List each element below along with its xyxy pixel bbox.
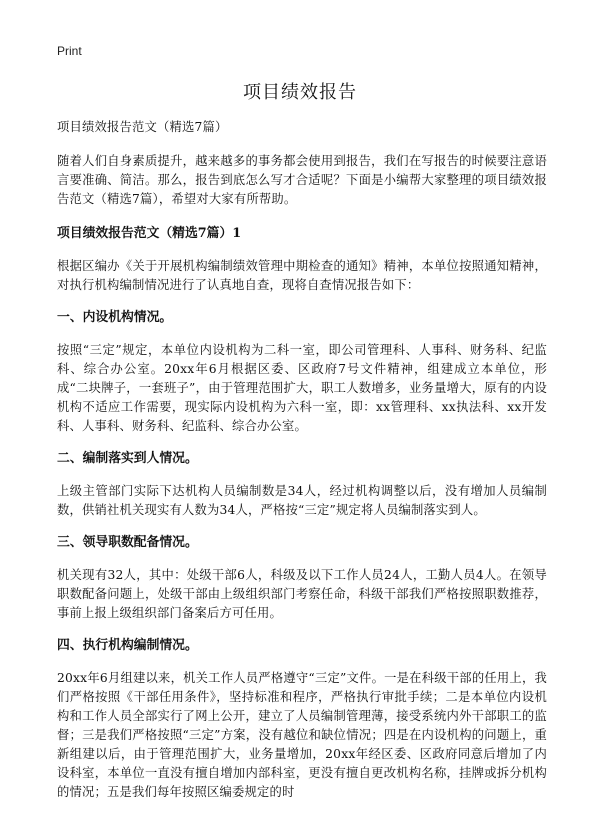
- heading-execution: 四、执行机构编制情况。: [57, 638, 198, 653]
- print-link[interactable]: Print: [57, 44, 82, 58]
- section-title: 项目绩效报告范文（精选7篇）1: [57, 226, 242, 241]
- heading-leadership-positions: 三、领导职数配备情况。: [57, 535, 198, 550]
- paragraph-1: 根据区编办《关于开展机构编制绩效管理中期检查的通知》精神，本单位按照通知精神，对执行机构编制情况进行了认真地自查，现将自查情况报告如下：: [57, 259, 547, 292]
- paragraph-5: 20xx年6月组建以来，机关工作人员严格遵守“三定”文件。一是在科级干部的任用上，我们严格按照《干部任用条件》，坚持标准和程序，严格执行审批手续；二是本单位内设机构和工作人员全部实行了网上公开，建立了人员编制管理薄，接受系统内外干部职工的监督；三是我们严格按照“三定”方案，没有越位和缺位情况；四是在内设机构的问题上，重新组建以后，由于管理范围扩大，业务量增加，20xx年经区委、区政府同意后增加了内设科室，本单位一直没有擅自增加内部科室，更没有擅自更改机构名称，挂牌或拆分机构的情况；五是我们每年按照区编委规定的时: [57, 671, 547, 799]
- paragraph-4: 机关现有32人，其中：处级干部6人，科级及以下工作人员24人，工勤人员4人。在领导职数配备问题上，处级干部由上级组织部门考察任命，科级干部我们严格按照职数推荐，事前上报上级组织部门备案后方可任用。: [57, 568, 547, 620]
- document-body: [57, 118, 547, 802]
- page-title: 项目绩效报告: [243, 82, 357, 103]
- heading-staffing: 二、编制落实到人情况。: [57, 451, 198, 466]
- paragraph-2: 按照“三定”规定，本单位内设机构为二科一室，即公司管理科、人事科、财务科、纪监科、综合办公室。20xx年6月根据区委、区政府7号文件精神，组建成立本单位，形成“二块牌子，一套班子”，由于管理范围扩大，职工人数增多，业务量增大，原有的内设机构不适应工作需要，现实际内设机构为六科一室，即：xx管理科、xx执法科、xx开发科、人事科、财务科、纪监科、综合办公室。: [57, 343, 547, 433]
- paragraph-3: 上级主管部门实际下达机构人员编制数是34人，经过机构调整以后，没有增加人员编制数，供销社机关现实有人数为34人，严格按“三定”规定将人员编制落实到人。: [57, 484, 547, 517]
- document-subtitle: 项目绩效报告范文（精选7篇）: [57, 120, 228, 134]
- intro-paragraph: 随着人们自身素质提升，越来越多的事务都会使用到报告，我们在写报告的时候要注意语言要准确、简洁。那么，报告到底怎么写才合适呢？下面是小编帮大家整理的项目绩效报告范文（精选7篇），希望对大家有所帮助。: [57, 154, 547, 206]
- heading-internal-institutions: 一、内设机构情况。: [57, 310, 173, 325]
